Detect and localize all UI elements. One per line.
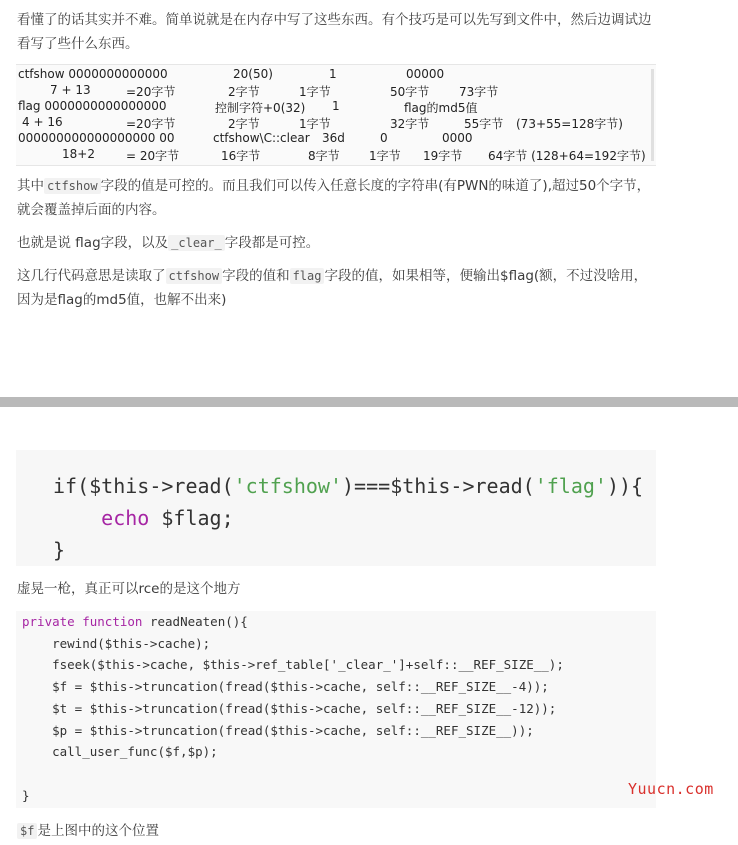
code-token: $this [89,474,150,498]
code-line: call_user_func($f,$p); [22,744,218,760]
table-cell: 19字节 [423,149,463,163]
table-cell: 7 + 13 [50,83,91,97]
table-cell: 1 [332,99,340,113]
code-text [53,470,643,566]
text: 字段都是可控。 [224,235,320,251]
memory-layout-table [16,64,656,166]
code-line: $t = $this->truncation(fread($this->cache, self::__REF_SIZE__-12)); [22,700,557,716]
explanation-paragraph [17,231,657,255]
code-token: )){ [606,474,644,498]
table-cell: 4 + 16 [22,115,63,129]
section-divider [0,397,738,407]
caption-paragraph [17,819,657,843]
code-line: $p = $this->truncation(fread($this->cache, self::__REF_SIZE__)); [22,722,534,738]
code-line: $f = $this->truncation(fread($this->cache, self::__REF_SIZE__-4)); [22,679,549,695]
code-block [16,611,656,808]
code-line: } [22,787,30,803]
table-cell: 2字节 [228,85,260,99]
code-token: ->read( [149,474,234,498]
table-cell: 1字节 [369,149,401,163]
explanation-paragraph [17,174,657,222]
table-cell: ctfshow 0000000000000 [18,67,168,81]
code-token: } [53,538,66,562]
table-cell: 16字节 [221,149,261,163]
table-cell: flag 0000000000000000 [18,99,167,113]
table-cell: 1字节 [299,117,331,131]
inline-code: flag [290,268,325,284]
table-cell: =20字节 [126,85,176,99]
table-cell: 20(50) [233,67,273,81]
code-token: echo [101,506,150,530]
code-token: readNeaten(){ [142,614,248,629]
text: 也就是说 flag字段，以及 [17,235,169,251]
table-cell: 1字节 [299,85,331,99]
text: 其中 [17,178,44,194]
code-token: $flag; [149,506,234,530]
text: 字段的值是可控的。而且我们可以传入任意长度的字符串(有PWN的味道了),超过50个字节，就会覆盖掉后面的内容。 [17,178,651,218]
code-token: ->read( [450,474,535,498]
table-cell: 控制字符+0(32) [215,101,306,115]
inline-code: $f [17,823,37,839]
code-block [16,450,656,566]
code-token: 'flag' [534,474,607,498]
code-token: $this [390,474,451,498]
table-cell: 55字节 [464,117,504,131]
code-line: fseek($this->cache, $this->ref_table['_clear_']+self::__REF_SIZE__); [22,657,564,673]
code-token: 'ctfshow' [233,474,343,498]
watermark: Yuucn.com [628,780,714,798]
table-cell: 2字节 [228,117,260,131]
table-cell: 50字节 [390,85,430,99]
table-cell: 32字节 [390,117,430,131]
inline-code: ctfshow [166,268,223,284]
text: 字段的值和 [222,268,290,284]
table-cell: = 20字节 [126,149,180,163]
table-cell: flag的md5值 [404,101,478,115]
table-cell: 1 [329,67,337,81]
text: 是上图中的这个位置 [37,823,159,839]
code-token: if( [53,474,90,498]
table-cell: =20字节 [126,117,176,131]
code-token: function [82,614,143,629]
text: 这几行代码意思是读取了 [17,268,166,284]
table-cell: 36d [322,131,345,145]
table-cell: 8字节 [308,149,340,163]
text: 字段的值，如果相等，便输出$flag(额，不过没啥用，因为是flag的md5值，也解不出来) [17,268,648,308]
caption-paragraph: 虚晃一枪，真正可以rce的是这个地方 [17,581,241,597]
table-cell: 0000 [442,131,473,145]
table-cell: 73字节 [459,85,499,99]
inline-code: ctfshow [44,178,101,194]
table-cell: 64字节 (128+64=192字节) [488,149,646,163]
code-text [22,611,564,806]
inline-code: _clear_ [168,235,225,251]
table-cell: 0 [380,131,388,145]
code-token: private [22,614,75,629]
scrollbar[interactable] [651,69,654,161]
table-cell: 18+2 [62,147,95,161]
intro-paragraph: 看懂了的话其实并不难。简单说就是在内存中写了这些东西。有个技巧是可以先写到文件中，然后边调试边看写了些什么东西。 [17,12,652,52]
table-cell: 000000000000000000 00 [18,131,175,145]
table-cell: (73+55=128字节) [516,117,623,131]
code-token: )=== [342,474,391,498]
table-cell: 00000 [406,67,445,81]
table-cell: ctfshow\C::clear [213,131,310,145]
explanation-paragraph [17,264,657,312]
code-line: rewind($this->cache); [22,635,211,651]
